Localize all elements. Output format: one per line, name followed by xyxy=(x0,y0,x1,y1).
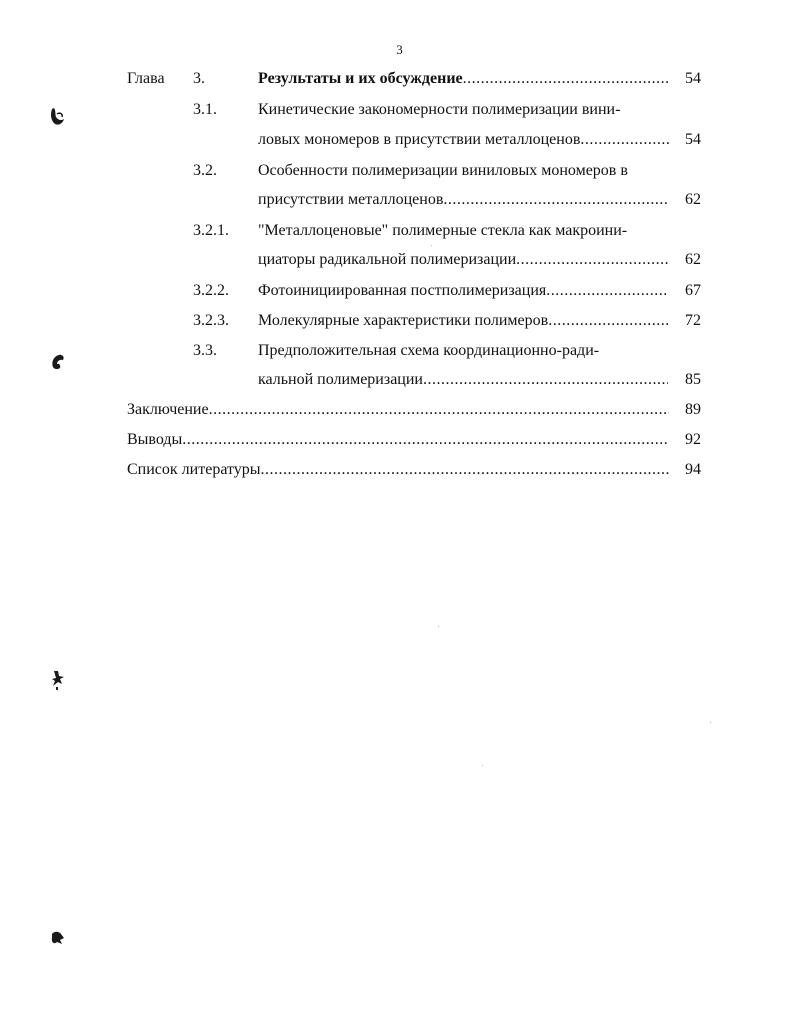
section-number: 3.2.2. xyxy=(193,282,229,299)
section-number: 3.2.1. xyxy=(193,222,229,239)
section-title-line1: Кинетические закономерности полимеризации вини- xyxy=(258,101,621,118)
section-title-line2: присутствии металлоценов xyxy=(258,191,444,208)
binding-hole-mark-icon xyxy=(48,928,68,950)
section-page: 62 xyxy=(685,251,701,268)
chapter-title: Результаты и их обсуждение xyxy=(258,70,463,87)
toc-section-row[interactable] xyxy=(193,309,707,333)
toc-backmatter-row[interactable] xyxy=(127,398,707,422)
toc-section-row[interactable] xyxy=(193,159,707,183)
toc-section-row-cont xyxy=(193,248,707,272)
section-page: 72 xyxy=(685,312,701,329)
section-page: 85 xyxy=(685,371,701,388)
chapter-label: Глава xyxy=(127,70,165,87)
section-title-line1: Особенности полимеризации виниловых мономеров в xyxy=(258,162,628,179)
toc-backmatter-row[interactable] xyxy=(127,458,707,482)
toc-section-row[interactable] xyxy=(193,219,707,243)
section-page: 62 xyxy=(685,191,701,208)
toc-section-row[interactable] xyxy=(193,279,707,303)
section-title-leader xyxy=(258,188,668,212)
backmatter-page: 94 xyxy=(685,461,701,478)
scan-speck xyxy=(431,245,432,246)
binding-hole-mark-icon xyxy=(48,106,68,128)
section-title: Молекулярные характеристики полимеров xyxy=(258,312,549,329)
scan-speck xyxy=(482,765,483,766)
section-title-leader xyxy=(258,128,671,152)
section-title-leader xyxy=(258,279,668,303)
backmatter-leader xyxy=(127,458,669,482)
section-title-leader xyxy=(258,368,668,392)
chapter-number: 3. xyxy=(193,70,205,87)
toc-section-row[interactable] xyxy=(193,339,707,363)
section-title: Фотоинициированная постполимеризация xyxy=(258,282,547,299)
binding-hole-mark-icon xyxy=(48,351,68,373)
section-title-line2: ловых мономеров в присутствии металлоценов xyxy=(258,131,581,148)
backmatter-title: Выводы xyxy=(127,431,183,448)
section-title-line1: "Металлоценовые" полимерные стекла как макроини- xyxy=(258,222,628,239)
chapter-title-leader xyxy=(258,67,670,91)
toc-section-row-cont xyxy=(193,188,707,212)
scan-speck xyxy=(438,626,439,627)
binding-hole-mark-icon xyxy=(48,668,68,692)
toc-section-row-cont xyxy=(193,128,707,152)
section-number: 3.2.3. xyxy=(193,312,229,329)
section-title-leader xyxy=(258,248,668,272)
page-number: 3 xyxy=(396,42,403,57)
section-number: 3.2. xyxy=(193,162,217,179)
backmatter-title: Список литературы xyxy=(127,461,261,478)
section-title-line1: Предположительная схема координационно-ради- xyxy=(258,342,600,359)
section-page: 67 xyxy=(685,282,701,299)
chapter-page: 54 xyxy=(685,70,701,87)
toc-backmatter-row[interactable] xyxy=(127,428,707,452)
toc-section-row-cont xyxy=(193,368,707,392)
section-title-line2: кальной полимеризации xyxy=(258,371,423,388)
backmatter-page: 92 xyxy=(685,431,701,448)
toc-section-row[interactable] xyxy=(193,98,707,122)
backmatter-page: 89 xyxy=(685,401,701,418)
toc-chapter-row[interactable] xyxy=(127,67,707,91)
section-title-leader xyxy=(258,309,668,333)
scan-speck xyxy=(710,722,711,723)
section-number: 3.1. xyxy=(193,101,217,118)
backmatter-title: Заключение xyxy=(127,401,209,418)
backmatter-leader xyxy=(127,398,669,422)
backmatter-leader xyxy=(127,428,669,452)
section-page: 54 xyxy=(685,131,701,148)
section-title-line2: циаторы радикальной полимеризации xyxy=(258,251,517,268)
section-number: 3.3. xyxy=(193,342,217,359)
